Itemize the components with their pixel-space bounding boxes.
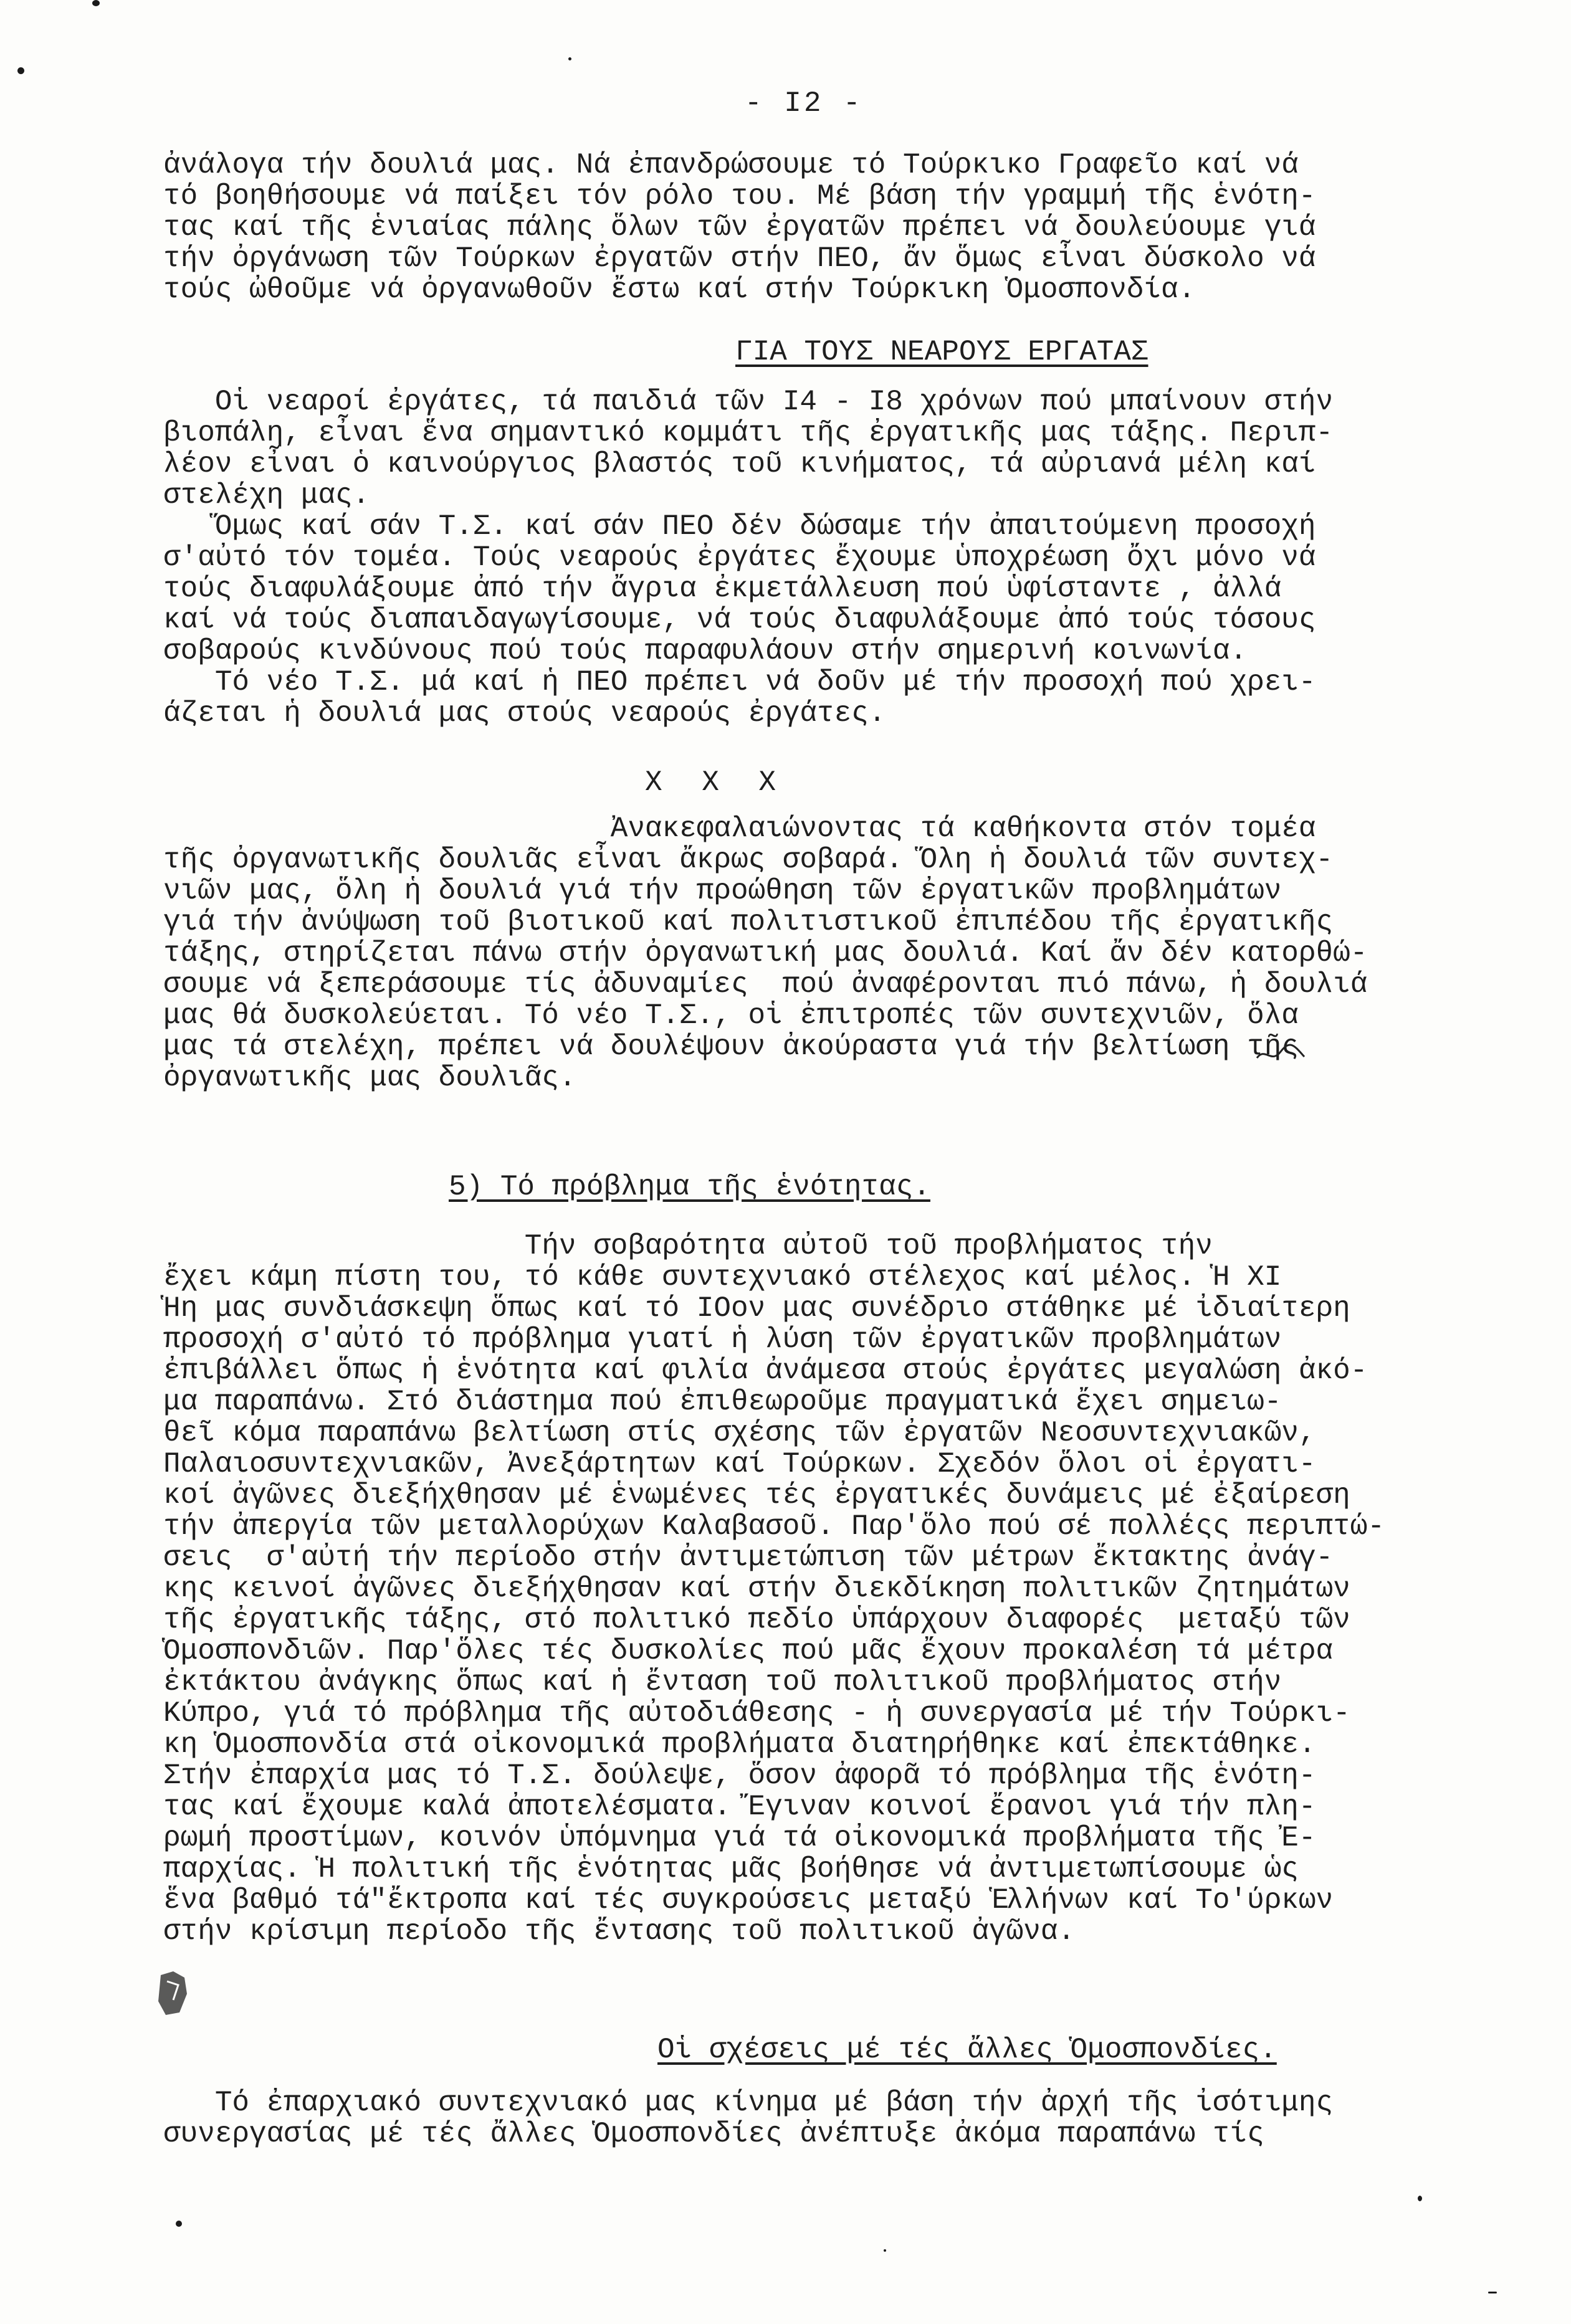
text-line: ὀργανωτικῆς μας δουλιᾶς. — [163, 1062, 576, 1094]
text-line: λέον εἶναι ὁ καινούργιος βλαστός τοῦ κινήματος, τά αὐριανά μέλη καί — [163, 448, 1316, 480]
paragraph-organization — [163, 150, 1509, 305]
text-line: Ὅμως καί σάν Τ.Σ. καί σάν ΠΕΟ δέν δώσαμε τήν ἀπαιτούμενη προσοχή — [163, 510, 1316, 543]
scan-speck — [1488, 2292, 1497, 2293]
text-line: σουμε νά ξεπεράσουμε τίς ἀδυναμίες πού ἀναφέρονται πιό πάνω, ἡ δουλιά — [163, 968, 1368, 1001]
text-line: Τό νέο Τ.Σ. μά καί ἡ ΠΕΟ πρέπει νά δοῦν μέ τήν προσοχή πού χρει- — [163, 666, 1316, 698]
paragraph-young-workers — [163, 386, 1509, 729]
text-line: τό βοηθήσουμε νά παίξει τόν ρόλο του. Μέ βάση τήν γραμμή τῆς ἑνότη- — [163, 180, 1316, 212]
text-line: τήν ὀργάνωση τῶν Τούρκων ἐργατῶν στήν ΠΕΟ, ἄν ὅμως εἶναι δύσκολο νά — [163, 242, 1316, 275]
text-line: τας καί τῆς ἑνιαίας πάλης ὅλων τῶν ἐργατῶν πρέπει νά δουλεύουμε γιά — [163, 211, 1316, 244]
text-line: νιῶν μας, ὅλη ἡ δουλιά γιά τήν προώθηση τῶν ἐργατικῶν προβλημάτων — [163, 875, 1282, 907]
text-line: Στήν ἐπαρχία μας τό Τ.Σ. δούλεψε, ὅσον ἀφορᾶ τό πρόβλημα τῆς ἑνότη- — [163, 1760, 1316, 1792]
paragraph-summary — [163, 813, 1509, 1093]
text-line: τας καί ἔχουμε καλά ἀποτελέσματα. Ἔγιναν κοινοί ἔρανοι γιά τήν πλη- — [163, 1791, 1316, 1823]
heading-other-federations: Οἱ σχέσεις μέ τές ἄλλες Ὁμοσπονδίες. — [657, 2034, 1277, 2066]
text-line: τάξης, στηρίζεται πάνω στήν ὀργανωτική μας δουλιά. Καί ἄν δέν κατορθώ- — [163, 937, 1368, 969]
text-line: Τήν σοβαρότητα αὐτοῦ τοῦ προβλήματος τήν — [163, 1230, 1213, 1262]
text-line: κης κεινοί ἀγῶνες διεξήχθησαν καί στήν διεκδίκηση πολιτικῶν ζητημάτων — [163, 1573, 1350, 1605]
text-line: ἔχει κάμη πίστη του, τό κάθε συντεχνιακό στέλεχος καί μέλος. Ἡ ΧΙ — [163, 1261, 1282, 1293]
text-line: μας θά δυσκολεύεται. Τό νέο Τ.Σ., οἱ ἐπιτροπές τῶν συντεχνιῶν, ὅλα — [163, 999, 1299, 1032]
text-line: Τό ἐπαρχιακό συντεχνιακό μας κίνημα μέ βάση τήν ἀρχή τῆς ἰσότιμης — [163, 2087, 1334, 2119]
text-line: γιά τήν ἀνύψωση τοῦ βιοτικοῦ καί πολιτιστικοῦ ἐπιπέδου τῆς ἐργατικῆς — [163, 906, 1334, 938]
text-line: ἀνάλογα τήν δουλιά μας. Νά ἐπανδρώσουμε τό Τούρκικο Γραφεῖο καί νά — [163, 149, 1299, 181]
text-line: στελέχη μας. — [163, 479, 370, 512]
text-line: Κύπρο, γιά τό πρόβλημα τῆς αὐτοδιάθεσης - ἡ συνεργασία μέ τήν Τούρκι- — [163, 1697, 1350, 1730]
text-line: ἐπιβάλλει ὅπως ἡ ἑνότητα καί φιλία ἀνάμεσα στούς ἐργάτες μεγαλώση ἀκό- — [163, 1355, 1368, 1387]
text-line: θεῖ κόμα παραπάνω βελτίωση στίς σχέσης τῶν ἐργατῶν Νεοσυντεχνιακῶν, — [163, 1417, 1316, 1449]
text-line: ἐκτάκτου ἀνάγκης ὅπως καί ἡ ἔνταση τοῦ πολιτικοῦ προβλήματος στήν — [163, 1666, 1282, 1698]
section-separator: X X X — [645, 766, 788, 799]
text-line: μας τά στελέχη, πρέπει νά δουλέψουν ἀκούραστα γιά τήν βελτίωση τῆς — [163, 1031, 1299, 1063]
scan-speck — [1418, 2196, 1422, 2201]
text-line: καί νά τούς διαπαιδαγωγίσουμε, νά τούς διαφυλάξουμε ἀπό τούς τόσους — [163, 604, 1316, 636]
text-line: Ἡη μας συνδιάσκεψη ὅπως καί τό ΙΟον μας συνέδριο στάθηκε μέ ἰδιαίτερη — [163, 1292, 1350, 1325]
ink-blot — [155, 1969, 192, 2019]
heading-young-workers: ΓΙΑ ΤΟΥΣ ΝΕΑΡΟΥΣ ΕΡΓΑΤΑΣ — [735, 336, 1148, 368]
text-line: τήν ἀπεργία τῶν μεταλλορύχων Καλαβασοῦ. Παρ'ὅλο πού σέ πολλέςς περιπτώ- — [163, 1510, 1385, 1543]
text-line: κοί ἀγῶνες διεξήχθησαν μέ ἑνωμένες τές ἐργατικές δυνάμεις μέ ἐξαίρεση — [163, 1479, 1350, 1512]
text-line: κη Ὁμοσπονδία στά οἰκονομικά προβλήματα διατηρήθηκε καί ἐπεκτάθηκε. — [163, 1728, 1316, 1761]
text-line: στήν κρίσιμη περίοδο τῆς ἔντασης τοῦ πολιτικοῦ ἀγῶνα. — [163, 1915, 1076, 1948]
text-line: άζεται ἡ δουλιά μας στούς νεαρούς ἐργάτες. — [163, 697, 886, 730]
scan-speck — [92, 0, 100, 6]
text-line: Ἀνακεφαλαιώνοντας τά καθήκοντα στόν τομέα — [163, 812, 1316, 845]
overstrike-scribble — [1256, 1041, 1306, 1065]
scan-speck — [176, 2221, 182, 2227]
heading-unity-problem: 5) Τό πρόβλημα τῆς ἑνότητας. — [449, 1171, 930, 1203]
text-line: Οἱ νεαροί ἐργάτες, τά παιδιά τῶν Ι4 - Ι8 χρόνων πού μπαίνουν στήν — [163, 386, 1334, 418]
paragraph-relations — [163, 2087, 1509, 2150]
text-line: σοβαρούς κινδύνους πού τούς παραφυλάουν στήν σημερινή κοινωνία. — [163, 635, 1248, 667]
scan-speck — [568, 57, 571, 60]
text-line: σ'αὐτό τόν τομέα. Τούς νεαρούς ἐργάτες ἔχουμε ὑποχρέωση ὄχι μόνο νά — [163, 541, 1316, 574]
text-line: συνεργασίας μέ τές ἄλλες Ὁμοσπονδίες ἀνέπτυξε ἀκόμα παραπάνω τίς — [163, 2118, 1264, 2150]
page-number: - I2 - — [745, 87, 863, 120]
scan-speck — [884, 2249, 886, 2252]
text-line: προσοχή σ'αὐτό τό πρόβλημα γιατί ἡ λύση τῶν ἐργατικῶν προβλημάτων — [163, 1323, 1282, 1356]
text-line: τῆς ὀργανωτικῆς δουλιᾶς εἶναι ἄκρως σοβαρά. Ὅλη ἡ δουλιά τῶν συντεχ- — [163, 844, 1334, 876]
text-line: Παλαιοσυντεχνιακῶν, Ἀνεξάρτητων καί Τούρκων. Σχεδόν ὅλοι οἱ ἐργατι- — [163, 1448, 1316, 1480]
text-line: σεις σ'αὐτή τήν περίοδο στήν ἀντιμετώπιση τῶν μέτρων ἔκτακτης ἀνάγ- — [163, 1541, 1334, 1574]
text-line: ρωμή προστίμων, κοινόν ὑπόμνημα γιά τά οἰκονομικά προβλήματα τῆς Ἐ- — [163, 1822, 1316, 1854]
text-line: ἕνα βαθμό τά"ἔκτροπα καί τές συγκρούσεις μεταξύ Ἑλλήνων καί Το'ύρκων — [163, 1884, 1334, 1917]
scan-speck — [17, 67, 24, 74]
text-line: παρχίας. Ἡ πολιτική τῆς ἑνότητας μᾶς βοήθησε νά ἀντιμετωπίσουμε ὡς — [163, 1853, 1299, 1885]
text-line: τῆς ἐργατικῆς τάξης, στό πολιτικό πεδίο ὑπάρχουν διαφορές μεταξύ τῶν — [163, 1604, 1350, 1636]
text-line: τούς ὠθοῦμε νά ὀργανωθοῦν ἔστω καί στήν Τούρκικη Ὁμοσπονδία. — [163, 274, 1196, 306]
text-line: βιοπάλη, εἶναι ἕνα σημαντικό κομμάτι τῆς ἐργατικῆς μας τάξης. Περιπ- — [163, 417, 1334, 449]
text-line: τούς διαφυλάξουμε ἀπό τήν ἄγρια ἐκμετάλλευση πού ὑφίσταντε , ἀλλά — [163, 573, 1282, 605]
paragraph-unity — [163, 1231, 1509, 1947]
text-line: Ὁμοσπονδιῶν. Παρ'ὅλες τές δυσκολίες πού μᾶς ἔχουν προκαλέση τά μέτρα — [163, 1635, 1334, 1667]
text-line: μα παραπάνω. Στό διάστημα πού ἐπιθεωροῦμε πραγματικά ἔχει σημειω- — [163, 1386, 1282, 1418]
